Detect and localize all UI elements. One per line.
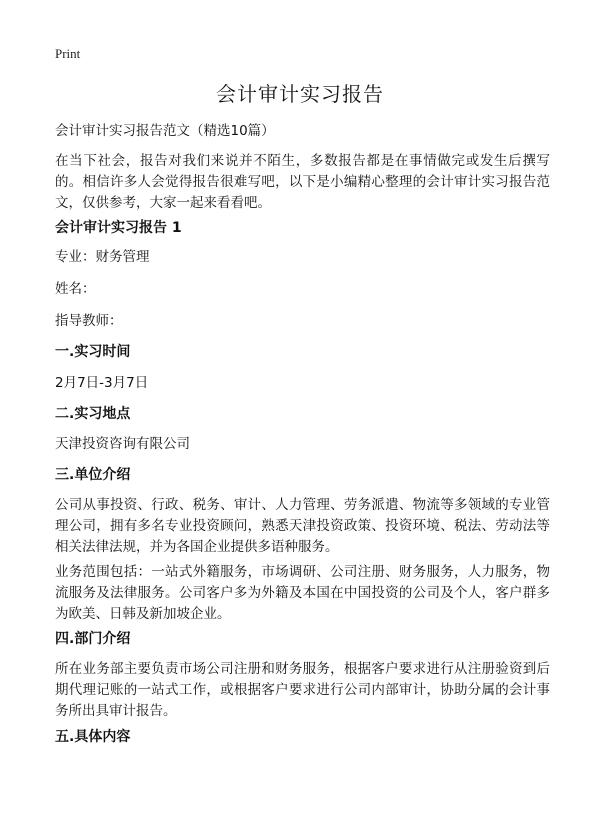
print-link[interactable]: Print <box>55 46 81 61</box>
business-scope-paragraph: 业务范围包括：一站式外籍服务，市场调研、公司注册、财务服务，人力服务，物流服务及法律服务。公司客户多为外籍及本国在中国投资的公司及个人，客户群多为欧美、日韩及新加坡企业。 <box>55 564 550 622</box>
advisor-field: 指导教师： <box>55 313 123 329</box>
report-heading: 会计审计实习报告 1 <box>55 220 182 236</box>
section-heading-content: 五.具体内容 <box>55 729 131 745</box>
company-intro-paragraph: 公司从事投资、行政、税务、审计、人力管理、劳务派遣、物流等多领域的专业管理公司，拥有多名专业投资顾问，熟悉天津投资政策、投资环境、税法、劳动法等相关法律法规，并为各国企业提供多语种服务。 <box>55 497 550 555</box>
department-paragraph: 所在业务部主要负责市场公司注册和财务服务，根据客户要求进行从注册验资到后期代理记账的一站式工作，或根据客户要求进行公司内部审计，协助分属的会计事务所出具审计报告。 <box>55 661 550 719</box>
internship-location: 天津投资咨询有限公司 <box>55 436 190 452</box>
page-title: 会计审计实习报告 <box>216 82 384 106</box>
internship-time: 2月7日-3月7日 <box>55 375 149 391</box>
section-heading-time: 一.实习时间 <box>55 344 131 360</box>
section-heading-department: 四.部门介绍 <box>55 631 131 647</box>
major-field: 专业：财务管理 <box>55 249 150 265</box>
name-field: 姓名： <box>55 281 96 297</box>
section-heading-company: 三.单位介绍 <box>55 467 131 483</box>
intro-paragraph: 在当下社会，报告对我们来说并不陌生，多数报告都是在事情做完或发生后撰写的。相信许多人会觉得报告很难写吧，以下是小编精心整理的会计审计实习报告范文，仅供参考，大家一起来看看吧。 <box>55 153 550 211</box>
section-heading-location: 二.实习地点 <box>55 406 131 422</box>
document-subtitle: 会计审计实习报告范文（精选10篇） <box>55 123 275 139</box>
